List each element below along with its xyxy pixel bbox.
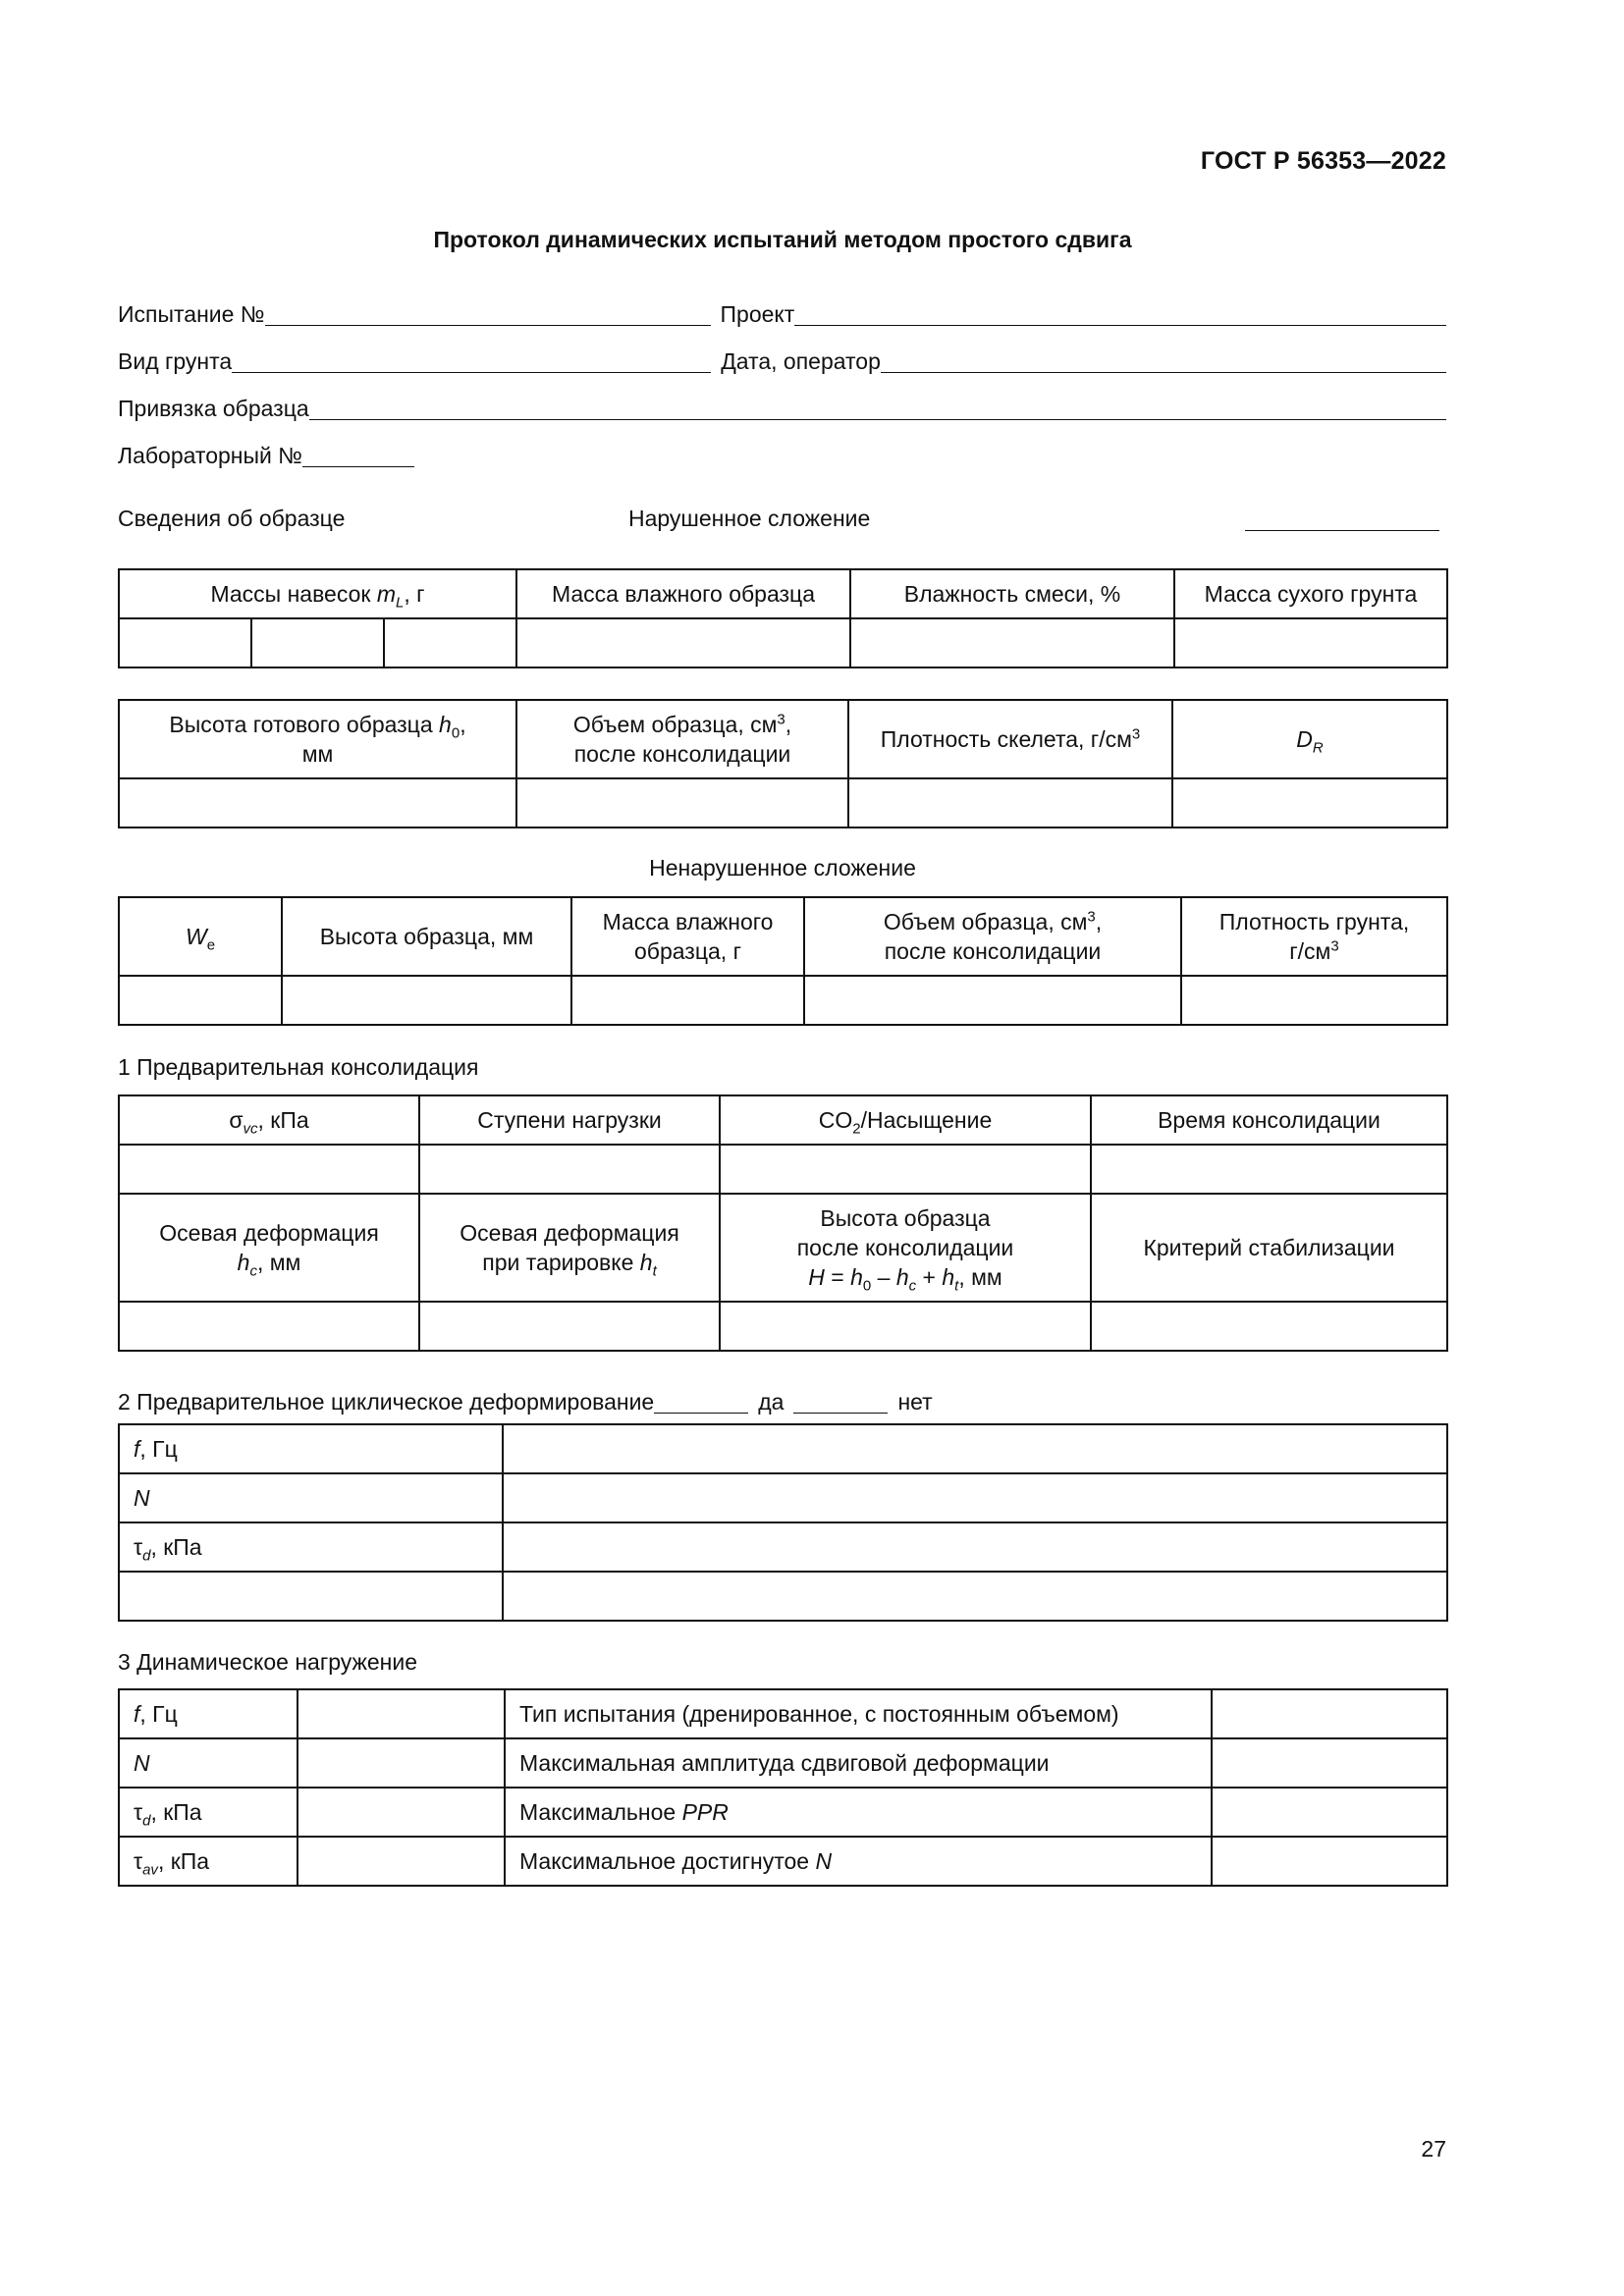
input-cell[interactable] xyxy=(419,1145,720,1194)
protocol-title: Протокол динамических испытаний методом простого сдвига xyxy=(433,227,1132,252)
project-blank[interactable] xyxy=(794,299,1446,326)
header-sample-volume: Объем образца, $см^3$, после консолидации xyxy=(516,700,848,778)
date-operator-blank[interactable] xyxy=(881,347,1446,373)
input-cell[interactable] xyxy=(503,1572,1447,1621)
param-test-type: Тип испытания (дренированное, с постоянным объемом) xyxy=(505,1689,1212,1738)
input-cell[interactable] xyxy=(119,1302,419,1351)
input-cell[interactable] xyxy=(571,976,804,1025)
header-mix-moisture: Влажность смеси, % xyxy=(850,569,1174,618)
input-cell[interactable] xyxy=(298,1788,505,1837)
table-undisturbed-sample xyxy=(118,896,1448,1026)
disturbed-label: Нарушенное сложение xyxy=(628,506,871,531)
page-number: 27 xyxy=(1421,2136,1446,2162)
table-prepared-sample xyxy=(118,699,1448,828)
input-cell[interactable] xyxy=(1181,976,1447,1025)
header-axial-deformation-calibration: Осевая деформация при тарировке $h_t$ xyxy=(419,1194,720,1302)
header-consolidation-time: Время консолидации xyxy=(1091,1095,1447,1145)
input-cell[interactable] xyxy=(503,1522,1447,1572)
input-cell[interactable] xyxy=(419,1302,720,1351)
row-frequency-label: f, Гц xyxy=(119,1424,503,1473)
input-cell[interactable] xyxy=(1174,618,1447,667)
header-soil-density: Плотность грунта, $г/см^3$ xyxy=(1181,897,1447,976)
soil-type-label: Вид грунта xyxy=(118,348,233,374)
input-cell[interactable] xyxy=(119,618,251,667)
input-cell[interactable] xyxy=(1172,778,1447,828)
header-prepared-height: Высота готового образца $h_0$, мм xyxy=(119,700,516,778)
test-no-blank[interactable] xyxy=(265,299,711,326)
yes-blank[interactable] xyxy=(654,1387,748,1414)
field-row-soil-date xyxy=(118,334,1446,373)
input-cell[interactable] xyxy=(119,778,516,828)
input-cell[interactable] xyxy=(119,1572,503,1621)
header-skeleton-density: Плотность скелета, $г/см^3$ xyxy=(848,700,1172,778)
header-moisture-we: $W_e$ xyxy=(119,897,282,976)
header-portion-masses: Массы навесок $m_L$, г xyxy=(119,569,516,618)
input-cell[interactable] xyxy=(1212,1738,1447,1788)
test-no-label: Испытание № xyxy=(118,301,265,327)
table-preliminary-consolidation xyxy=(118,1095,1448,1352)
no-blank[interactable] xyxy=(793,1387,888,1414)
input-cell[interactable] xyxy=(503,1473,1447,1522)
header-wet-mass: Масса влажного образца, г xyxy=(571,897,804,976)
input-cell[interactable] xyxy=(1212,1837,1447,1886)
lab-no-label: Лабораторный № xyxy=(118,443,302,468)
row-frequency-label: f, Гц xyxy=(119,1689,298,1738)
row-cycles-label: N xyxy=(119,1738,298,1788)
input-cell[interactable] xyxy=(720,1145,1091,1194)
document-code: ГОСТ Р 56353—2022 xyxy=(1200,147,1446,175)
input-cell[interactable] xyxy=(516,778,848,828)
row-tau-d-label: $\tau_d$, кПа xyxy=(119,1788,298,1837)
input-cell[interactable] xyxy=(1091,1145,1447,1194)
header-co2-saturation: $CO_2$/Насыщение xyxy=(720,1095,1091,1145)
table-dynamic-loading xyxy=(118,1688,1448,1887)
param-max-shear-strain: Максимальная амплитуда сдвиговой деформации xyxy=(505,1738,1212,1788)
header-volume-after-consolidation: Объем образца, $см^3$, после консолидации xyxy=(804,897,1181,976)
input-cell[interactable] xyxy=(298,1689,505,1738)
date-operator-label: Дата, оператор xyxy=(721,348,881,374)
input-cell[interactable] xyxy=(1091,1302,1447,1351)
row-cycles-label: N xyxy=(119,1473,503,1522)
lab-no-blank[interactable] xyxy=(302,441,414,467)
header-stabilization-criterion: Критерий стабилизации xyxy=(1091,1194,1447,1302)
input-cell[interactable] xyxy=(1212,1788,1447,1837)
input-cell[interactable] xyxy=(1212,1689,1447,1738)
soil-type-blank[interactable] xyxy=(232,347,711,373)
input-cell[interactable] xyxy=(720,1302,1091,1351)
input-cell[interactable] xyxy=(119,1145,419,1194)
section1-title: 1 Предварительная консолидация xyxy=(118,1054,479,1080)
header-sigma-vc: $\sigma_{vc}$, кПа xyxy=(119,1095,419,1145)
input-cell[interactable] xyxy=(503,1424,1447,1473)
section2-title-row xyxy=(118,1374,933,1414)
header-relative-density: $D_R$ xyxy=(1172,700,1447,778)
table-cyclic-deformation xyxy=(118,1423,1448,1622)
row-tau-av-label: $\tau_{av}$, кПа xyxy=(119,1837,298,1886)
undisturbed-label: Ненарушенное сложение xyxy=(649,855,916,881)
input-cell[interactable] xyxy=(282,976,571,1025)
header-wet-sample-mass: Масса влажного образца xyxy=(516,569,850,618)
param-max-ppr: Максимальное PPR xyxy=(505,1788,1212,1837)
input-cell[interactable] xyxy=(516,618,850,667)
header-axial-deformation: Осевая деформация $h_c$, мм xyxy=(119,1194,419,1302)
yes-label: да xyxy=(758,1389,785,1415)
no-label: нет xyxy=(897,1389,933,1415)
header-sample-height: Высота образца, мм xyxy=(282,897,571,976)
field-row-test-project xyxy=(118,287,1446,326)
section2-title: 2 Предварительное циклическое деформирование xyxy=(118,1389,655,1415)
field-row-sample-location xyxy=(118,381,1446,420)
table-sample-masses xyxy=(118,568,1448,668)
row-tau-d-label: $\tau_d$, кПа xyxy=(119,1522,503,1572)
input-cell[interactable] xyxy=(119,976,282,1025)
input-cell[interactable] xyxy=(298,1738,505,1788)
input-cell[interactable] xyxy=(298,1837,505,1886)
header-load-steps: Ступени нагрузки xyxy=(419,1095,720,1145)
sample-info-heading: Сведения об образце xyxy=(118,506,346,531)
section3-title: 3 Динамическое нагружение xyxy=(118,1649,418,1675)
input-cell[interactable] xyxy=(384,618,516,667)
field-row-lab-no xyxy=(118,428,1446,467)
disturbed-blank[interactable] xyxy=(1245,505,1439,531)
sample-location-blank[interactable] xyxy=(309,394,1446,420)
project-label: Проект xyxy=(720,301,795,327)
input-cell[interactable] xyxy=(850,618,1174,667)
header-height-after-consolidation: Высота образца после консолидации $H = h_0 - h_c + h_t$, мм xyxy=(720,1194,1091,1302)
input-cell[interactable] xyxy=(251,618,384,667)
header-dry-soil-mass: Масса сухого грунта xyxy=(1174,569,1447,618)
input-cell[interactable] xyxy=(848,778,1172,828)
input-cell[interactable] xyxy=(804,976,1181,1025)
sample-location-label: Привязка образца xyxy=(118,396,309,421)
param-max-achieved-n: Максимальное достигнутое N xyxy=(505,1837,1212,1886)
